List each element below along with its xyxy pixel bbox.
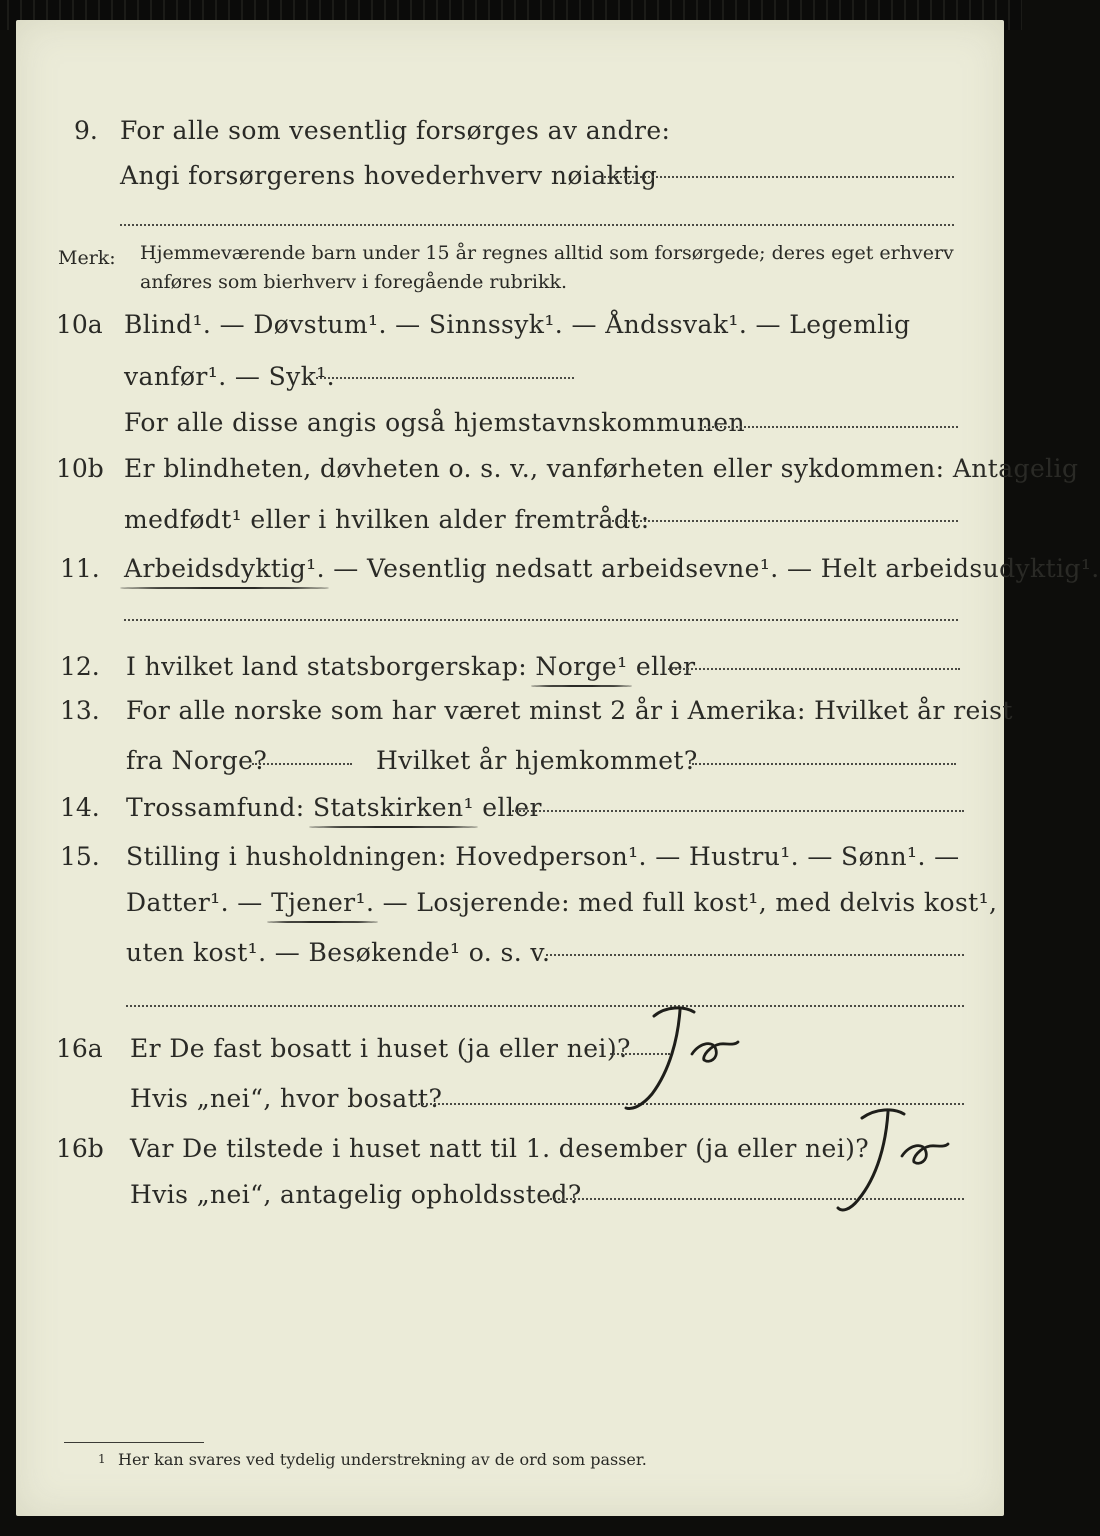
q12-post: eller	[635, 652, 696, 681]
q15-answer-line	[546, 954, 964, 956]
q13-line1: For alle norske som har været minst 2 år i Amerika: Hvilket år reist	[126, 696, 1013, 725]
q15-line2a: Datter¹. —	[126, 888, 263, 917]
q10b-line2: medfødt¹ eller i hvilken alder fremtrådt:	[124, 505, 650, 534]
merk-line1: Hjemmeværende barn under 15 år regnes alltid som forsørgede; deres eget erhverv	[140, 242, 954, 264]
q16b-line1: Var De tilstede i huset natt til 1. desember (ja eller nei)?	[130, 1134, 870, 1163]
merk-label: Merk:	[58, 247, 116, 269]
footnote-rule	[64, 1442, 204, 1443]
q11-rest: — Vesentlig nedsatt arbeidsevne¹. — Helt arbeidsudyktig¹.	[333, 554, 1100, 583]
q9-line2: Angi forsørgerens hovederhverv nøiaktig	[120, 161, 658, 190]
q15-number: 15.	[60, 842, 100, 871]
q12-number: 12.	[60, 652, 100, 681]
q10a-line1: Blind¹. — Døvstum¹. — Sinnssyk¹. — Åndssvak¹. — Legemlig	[124, 310, 911, 339]
q10a-line2: vanfør¹. — Syk¹.	[124, 362, 336, 391]
q15-answer-line-2	[126, 1005, 964, 1007]
q9-number: 9.	[74, 116, 98, 145]
q13-number: 13.	[60, 696, 100, 725]
q12-option-norge: Norge¹	[535, 652, 628, 681]
q14-number: 14.	[60, 793, 100, 822]
q11-answer-line	[124, 619, 958, 621]
q11-line	[124, 554, 1100, 583]
q12-line	[126, 652, 695, 681]
q16a-handwritten-ja	[606, 998, 756, 1128]
q13-line2b: Hvilket år hjemkommet?	[376, 746, 698, 775]
q14-post: eller	[482, 793, 542, 822]
q12-pre: I hvilket land statsborgerskap:	[126, 652, 528, 681]
q15-line2b: — Losjerende: med full kost¹, med delvis kost¹,	[382, 888, 998, 917]
q10a-answer-line	[316, 377, 574, 379]
footnote-mark: 1	[98, 1452, 106, 1466]
q12-answer-line	[668, 668, 960, 670]
q15-option-tjener: Tjener¹.	[271, 888, 375, 917]
q15-line1: Stilling i husholdningen: Hovedperson¹. — Hustru¹. — Sønn¹. —	[126, 842, 960, 871]
q10b-answer-line	[608, 520, 958, 522]
q13-hjemkommet-line	[692, 763, 956, 765]
q16a-number: 16a	[56, 1034, 103, 1063]
form-page	[16, 20, 1100, 1516]
q10a-number: 10a	[56, 310, 103, 339]
q16b-line2: Hvis „nei“, antagelig opholdssted?	[130, 1180, 582, 1209]
q9-answer-line-2	[120, 224, 954, 226]
q11-number: 11.	[60, 554, 100, 583]
q13-reist-line	[252, 763, 352, 765]
q14-answer-line	[512, 810, 964, 812]
merk-line2: anføres som bierhverv i foregående rubrikk.	[140, 271, 568, 293]
q9-line1: For alle som vesentlig forsørges av andre:	[120, 116, 671, 145]
footnote-text: Her kan svares ved tydelig understrekning av de ord som passer.	[118, 1450, 647, 1469]
q9-answer-line	[604, 176, 954, 178]
q14-line	[126, 793, 542, 822]
q10a-kommune-line	[700, 426, 958, 428]
q16a-line2: Hvis „nei“, hvor bosatt?	[130, 1084, 443, 1113]
q15-line2	[126, 888, 997, 917]
q16b-handwritten-ja	[828, 1100, 978, 1230]
q14-pre: Trossamfund:	[126, 793, 305, 822]
q16a-line1: Er De fast bosatt i huset (ja eller nei)?	[130, 1034, 631, 1063]
q10a-line3: For alle disse angis også hjemstavnskommunen	[124, 408, 745, 437]
q14-option-statskirken: Statskirken¹	[313, 793, 474, 822]
q11-option-arbeidsdyktig: Arbeidsdyktig¹.	[124, 554, 325, 583]
q10b-line1: Er blindheten, døvheten o. s. v., vanførheten eller sykdommen: Antagelig	[124, 454, 1079, 483]
q13-line2a: fra Norge?	[126, 746, 268, 775]
q16b-number: 16b	[56, 1134, 104, 1163]
q10b-number: 10b	[56, 454, 104, 483]
q15-line3: uten kost¹. — Besøkende¹ o. s. v.	[126, 938, 551, 967]
